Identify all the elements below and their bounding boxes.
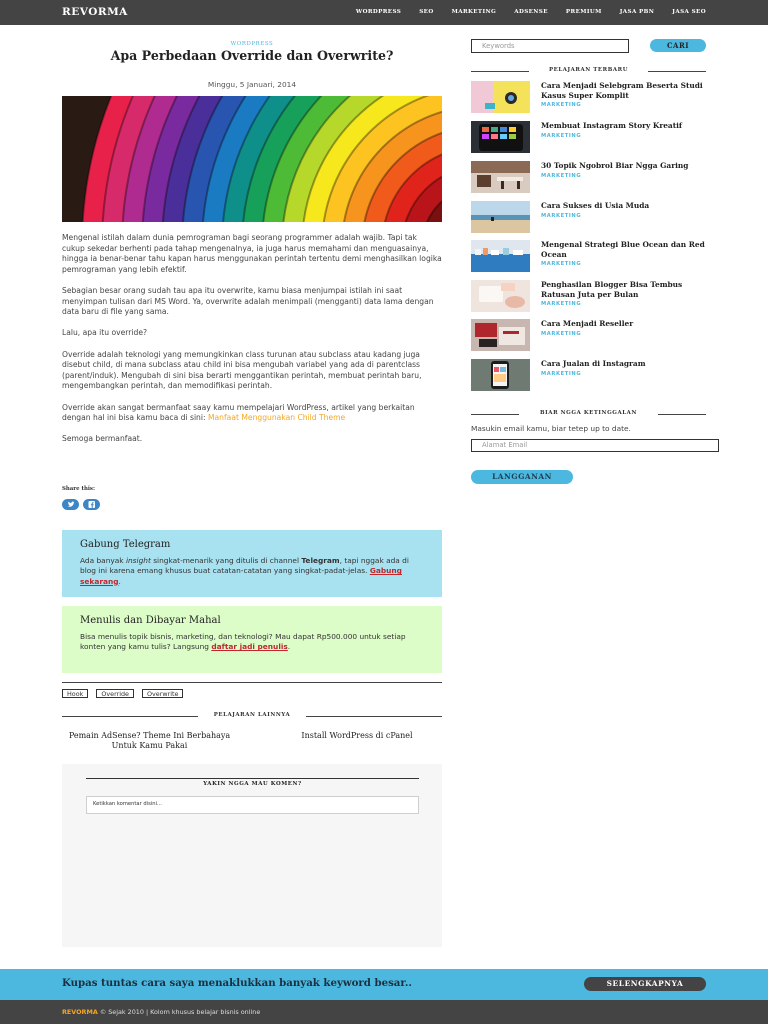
post-title[interactable]: Mengenal Strategi Blue Ocean dan Red Ocean [541, 240, 705, 259]
sidebar-post[interactable] [471, 81, 706, 113]
sidebar-post[interactable] [471, 319, 706, 351]
telegram-box-text: Ada banyak insight singkat-menarik yang ditulis di channel Telegram, tapi nggak ada di blog ini karena emang khusus buat catatan-catatan yang singkat-padat-jelas. Gabung sekarang. [80, 556, 409, 586]
post-title[interactable]: Membuat Instagram Story Kreatif [541, 121, 683, 130]
related-next-link[interactable]: Install WordPress di cPanel [301, 731, 413, 740]
post-category[interactable]: MARKETING [541, 172, 582, 179]
post-category[interactable]: MARKETING [541, 261, 582, 268]
post-category[interactable]: MARKETING [541, 370, 582, 377]
subscribe-description: Masukin email kamu, biar tetep up to date. [471, 424, 631, 433]
post-category[interactable]: MARKETING [541, 132, 582, 139]
write-box-text: Bisa menulis topik bisnis, marketing, dan teknologi? Mau dapat Rp500.000 untuk setiap konten yang kamu tulis? Langsung daftar jadi penulis. [80, 632, 406, 652]
nav-item-marketing[interactable]: MARKETING [451, 9, 497, 15]
latest-heading: PELAJARAN TERBARU [471, 67, 706, 77]
article-date: Minggu, 5 Januari, 2014 [207, 80, 297, 89]
sidebar-post[interactable] [471, 121, 706, 153]
share-facebook-button[interactable] [83, 499, 100, 510]
share-buttons [62, 499, 100, 510]
subscribe-button[interactable]: LANGGANAN [471, 470, 573, 484]
rainbow-arcs-image [62, 96, 442, 222]
telegram-box-title: Gabung Telegram [80, 539, 171, 550]
article-paragraph: Sebagian besar orang sudah tau apa itu overwrite, kamu biasa menjumpai istilah ini saat menyimpan tulisan dari MS Word. Ya, overwrite adalah menimpali (mengganti) data lama dengan data baru di file yang sama. [62, 285, 434, 317]
paragraph-text: Override akan sangat bermanfaat saay kamu mempelajari WordPress, artikel yang berkaitan dengan hal ini bisa kamu baca di sini: [62, 402, 415, 423]
share-label: Share this: [62, 486, 95, 492]
email-input[interactable]: Alamat Email [471, 439, 719, 452]
post-category[interactable]: MARKETING [541, 301, 582, 308]
cta-banner [0, 969, 768, 1000]
child-theme-link[interactable]: Manfaat Menggunakan Child Theme [207, 413, 346, 423]
tag-overwrite[interactable]: Overwrite [142, 689, 183, 698]
post-thumbnail[interactable] [471, 161, 530, 193]
post-title[interactable]: Penghasilan Blogger Bisa Tembus Ratusan Juta per Bulan [541, 280, 683, 299]
post-title[interactable]: 30 Topik Ngobrol Biar Ngga Garing [541, 161, 689, 170]
related-prev-link[interactable]: Pemain AdSense? Theme Ini Berbahaya Untuk Kamu Pakai [68, 731, 231, 750]
tag-list [62, 689, 183, 698]
footer-brand[interactable]: REVORMA [62, 1008, 98, 1016]
register-writer-link[interactable]: daftar jadi penulis [211, 642, 288, 652]
search-button[interactable]: CARI [650, 39, 706, 52]
cta-button[interactable]: SELENGKAPNYA [584, 977, 706, 991]
article-paragraph: Lalu, apa itu override? [62, 328, 148, 338]
post-thumbnail[interactable] [471, 121, 530, 153]
sidebar-post[interactable] [471, 161, 706, 193]
post-thumbnail[interactable] [471, 319, 530, 351]
post-category[interactable]: MARKETING [541, 330, 582, 337]
sidebar-post[interactable] [471, 359, 706, 391]
post-thumbnail[interactable] [471, 359, 530, 391]
post-title[interactable]: Cara Sukses di Usia Muda [541, 201, 650, 210]
sidebar-post[interactable] [471, 201, 706, 233]
comment-input[interactable]: Ketikkan komentar disini... [86, 796, 419, 814]
article-category[interactable]: WORDPRESS [230, 41, 274, 47]
post-title[interactable]: Cara Menjadi Selebgram Beserta Studi Kasus Super Komplit [541, 81, 703, 100]
cta-text: Kupas tuntas cara saya menaklukkan banyak keyword besar.. [62, 977, 412, 989]
comment-heading: YAKIN NGGA MAU KOMEN? [86, 778, 419, 788]
footer-text: REVORMA © Sejak 2010 | Kolom khusus belajar bisnis online [62, 1008, 261, 1016]
post-title[interactable]: Cara Jualan di Instagram [541, 359, 646, 368]
nav-item-jasa-pbn[interactable]: JASA PBN [619, 9, 655, 15]
subscribe-heading: BIAR NGGA KETINGGALAN [471, 410, 706, 420]
sidebar-post[interactable] [471, 280, 706, 312]
nav-item-wordpress[interactable]: WORDPRESS [355, 9, 402, 15]
main-nav [338, 9, 706, 15]
tag-hook[interactable]: Hook [62, 689, 88, 698]
hero-image [62, 96, 442, 222]
post-category[interactable]: MARKETING [541, 102, 582, 109]
article-title: Apa Perbedaan Override dan Overwrite? [110, 48, 394, 63]
write-for-us-box [62, 606, 442, 673]
post-thumbnail[interactable] [471, 240, 530, 272]
post-thumbnail[interactable] [471, 280, 530, 312]
footer [0, 1000, 768, 1024]
nav-item-seo[interactable]: SEO [419, 9, 434, 15]
comment-section [62, 764, 442, 947]
article-paragraph: Override adalah teknologi yang memungkinkan class turunan atau subclass atau kadang juga disebut child, di mana subclass atau child ini bisa mengubah variabel yang ada di parentclass (parent/induk). Mengubah di sini bisa berarti menggantikan perintah, membuat perintah baru, mengembangkan perintah, dan memodifikasi perintah. [62, 349, 422, 391]
article-body [62, 233, 442, 455]
facebook-icon [83, 499, 100, 510]
post-title[interactable]: Cara Menjadi Reseller [541, 319, 634, 328]
article-paragraph [62, 403, 442, 424]
nav-item-jasa-seo[interactable]: JASA SEO [672, 9, 706, 15]
join-telegram-link[interactable]: Gabung sekarang [80, 566, 402, 586]
write-box-title: Menulis dan Dibayar Mahal [80, 615, 221, 626]
twitter-icon [62, 499, 79, 510]
post-category[interactable]: MARKETING [541, 212, 582, 219]
article-closing: Semoga bermanfaat. [62, 434, 143, 444]
divider [62, 682, 442, 683]
article-paragraph: Mengenal istilah dalam dunia pemrograman bagi seorang programmer adalah wajib. Tapi tak cukup sekedar berhenti pada tahap mengenalnya, ia juga harus memahami dan menguasainya, hingga ia benar-benar tahu kapan harus menggunakan perintah tertentu demi menghasilkan logika pemrograman yang lebih efektif. [62, 233, 442, 274]
related-heading: PELAJARAN LAINNYA [62, 712, 442, 722]
top-navbar [0, 0, 768, 25]
share-twitter-button[interactable] [62, 499, 79, 510]
search-input[interactable]: Keywords [471, 39, 629, 53]
sidebar-post[interactable] [471, 240, 706, 272]
nav-item-premium[interactable]: PREMIUM [565, 9, 602, 15]
tag-override[interactable]: Override [96, 689, 134, 698]
post-thumbnail[interactable] [471, 81, 530, 113]
post-thumbnail[interactable] [471, 201, 530, 233]
nav-item-adsense[interactable]: ADSENSE [514, 9, 548, 15]
telegram-box [62, 530, 442, 597]
site-logo[interactable]: REVORMA [62, 6, 128, 18]
